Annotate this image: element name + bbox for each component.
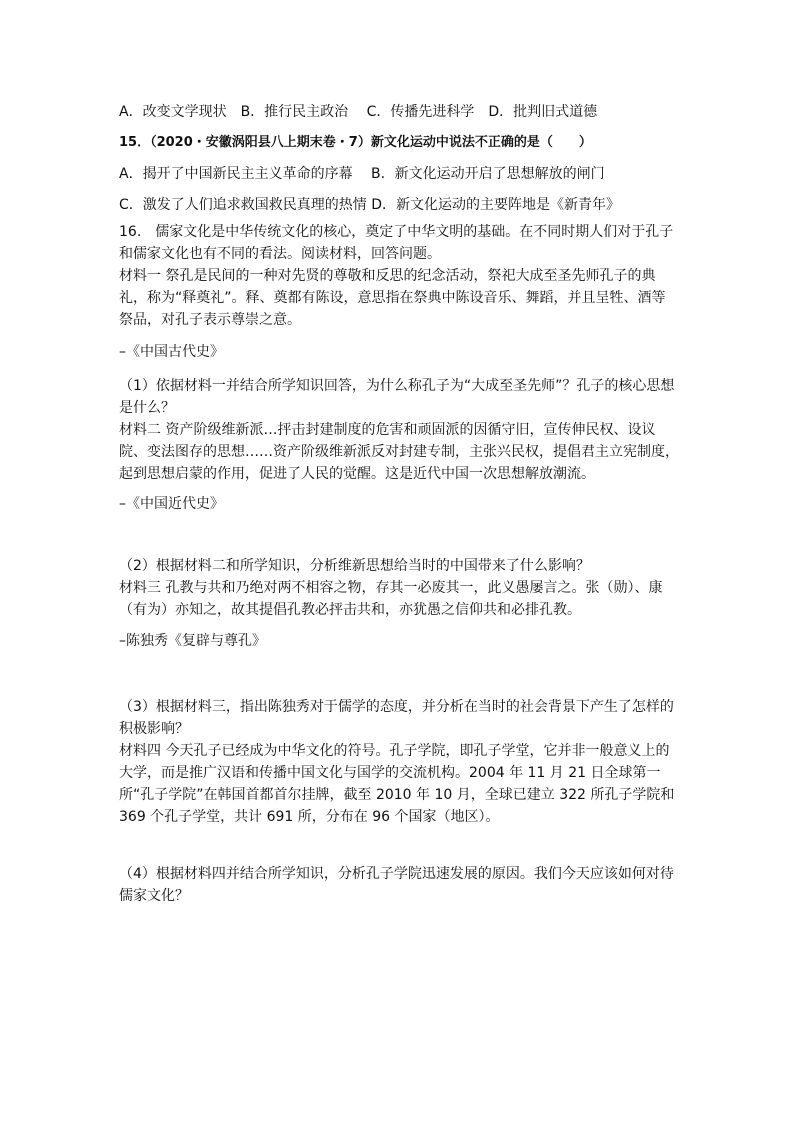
q16-material-4: 材料四 今天孔子已经成为中华文化的符号。孔子学院，即孔子学堂，它并非一般意义上的大学，而是推广汉语和传播中国文化与国学的交流机构。2004 年 11 月 21 日全球第一所“孔子学院”在韩国首都首尔挂牌，截至 2010 年 10 月，全球已建立 322 所孔子学院和 369 个孔子学堂，共计 691 所，分布在 96 个国家（地区）。 [119,743,675,825]
q16-source-3: –陈独秀《复辟与尊孔》 [119,633,266,649]
q14-options: A．改变文学现状 B．推行民主政治 C．传播先进科学 D．批判旧式道德 [119,104,598,120]
q16-question-3: （3）根据材料三，指出陈独秀对于儒学的态度，并分析在当时的社会背景下产生了怎样的积极影响？ [119,699,674,737]
q16-material-3: 材料三 孔教与共和乃绝对两不相容之物，存其一必废其一，此义愚屡言之。张（勋）、康（有为）亦知之，故其提倡孔教必抨击共和，亦犹愚之信仰共和必排孔教。 [119,580,663,618]
q16-source-2: –《中国近代史》 [119,496,224,512]
q16-question-2: （2）根据材料二和所学知识，分析维新思想给当时的中国带来了什么影响？ [119,558,590,574]
q16-question-1: （1）依据材料一并结合所学知识回答，为什么称孔子为“大成至圣先师”？孔子的核心思想是什么？ [119,378,675,416]
q16-source-1: –《中国古代史》 [119,344,224,360]
q16-intro: 16. 儒家文化是中华传统文化的核心，奠定了中华文明的基础。在不同时期人们对于孔子和儒家文化也有不同的看法。阅读材料，回答问题。 [119,224,674,262]
q16-material-1: 材料一 祭孔是民间的一种对先贤的尊敬和反思的纪念活动，祭祀大成至圣先师孔子的典礼，称为“释奠礼”。释、奠都有陈设，意思指在祭典中陈设音乐、舞蹈，并且呈牲、酒等祭品，对孔子表示尊崇之意。 [119,268,666,328]
q16-question-4: （4）根据材料四并结合所学知识，分析孔子学院迅速发展的原因。我们今天应该如何对待儒家文化？ [119,866,674,904]
q15-options-cd: C．激发了人们追求救国救民真理的热情 D．新文化运动的主要阵地是《新青年》 [119,197,621,213]
q16-material-2: 材料二 资产阶级维新派…抨击封建制度的危害和顽固派的因循守旧，宣传伸民权、设议院、变法图存的思想……资产阶级维新派反对封建专制，主张兴民权，提倡君主立宪制度，起到思想启蒙的作用，促进了人民的觉醒。这是近代中国一次思想解放潮流。 [119,422,679,482]
q15-options-ab: A．揭开了中国新民主主义革命的序幕 B．新文化运动开启了思想解放的闸门 [119,166,605,182]
q15-stem: 15．（2020・安徽涡阳县八上期末卷・7）新文化运动中说法不正确的是（ ） [119,135,592,150]
